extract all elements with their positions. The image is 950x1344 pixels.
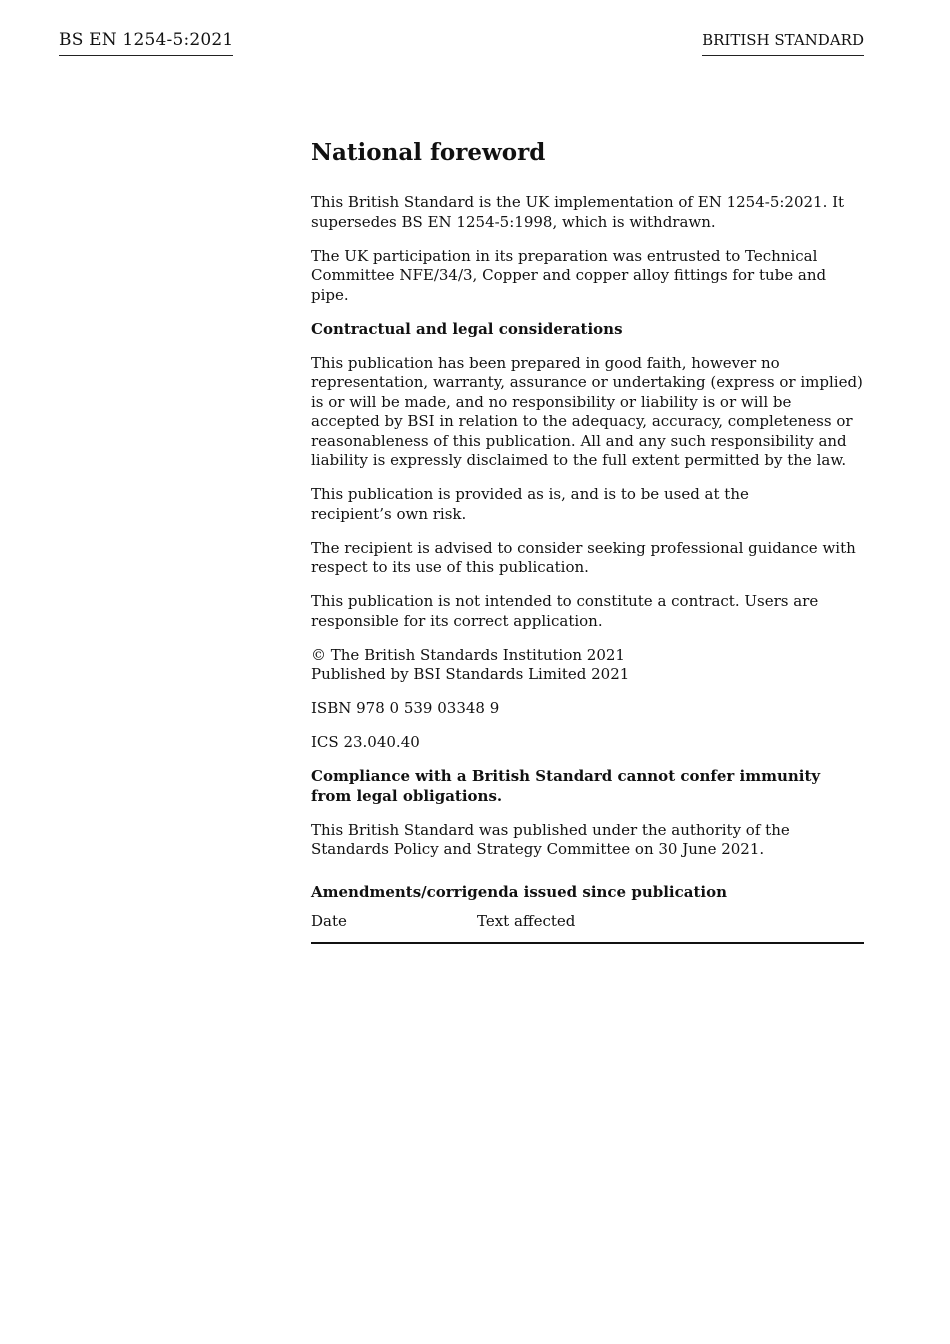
committee-paragraph: The UK participation in its preparation was entrusted to Technical Committee NFE/34/3, Copper and copper alloy fittings for tube and pipe. xyxy=(311,246,827,304)
ics-code: ICS 23.040.40 xyxy=(311,733,420,751)
authority-line-2: Standards Policy and Strategy Committee on 30 June 2021. xyxy=(311,840,765,858)
text-affected-column-header: Text affected xyxy=(477,912,576,930)
copyright-block xyxy=(311,646,864,685)
date-column-header: Date xyxy=(311,912,347,930)
amendments-table xyxy=(311,912,864,944)
authority-paragraph xyxy=(311,821,864,860)
document-id: BS EN 1254-5:2021 xyxy=(59,30,233,56)
page-title: National foreword xyxy=(311,139,546,166)
risk-paragraph xyxy=(311,485,864,524)
national-foreword xyxy=(311,138,864,944)
compliance-notice: Compliance with a British Standard cannot confer immunity from legal obligations. xyxy=(311,767,821,805)
guidance-paragraph: The recipient is advised to consider seeking professional guidance with respect to its use of this publication. xyxy=(311,538,856,576)
authority-line-1: This British Standard was published under the authority of the xyxy=(311,820,790,839)
legal-disclaimer-paragraph: This publication has been prepared in good faith, however no representation, warranty, assurance or undertaking (express or implied) is or will be made, and no responsibility or liability is or will be accepted by BSI in relation to the adequacy, accuracy, completeness or reasonableness of this publication. All and any such responsibility and liability is expressly disclaimed to the full extent permitted by the law. xyxy=(311,353,863,469)
copyright-line: © The British Standards Institution 2021 xyxy=(311,645,625,664)
implementation-paragraph: This British Standard is the UK implementation of EN 1254-5:2021. It supersedes BS EN 1254-5:1998, which is withdrawn. xyxy=(311,193,845,231)
standard-label: BRITISH STANDARD xyxy=(702,31,864,56)
amendments-heading: Amendments/corrigenda issued since publication xyxy=(311,882,727,901)
isbn: ISBN 978 0 539 03348 9 xyxy=(311,699,500,717)
risk-line-1: This publication is provided as is, and is to be used at the xyxy=(311,485,749,503)
risk-line-2: recipient’s own risk. xyxy=(311,504,467,523)
legal-heading: Contractual and legal considerations xyxy=(311,319,623,338)
publisher-line: Published by BSI Standards Limited 2021 xyxy=(311,665,630,683)
contract-paragraph: This publication is not intended to constitute a contract. Users are responsible for its correct application. xyxy=(311,592,819,630)
